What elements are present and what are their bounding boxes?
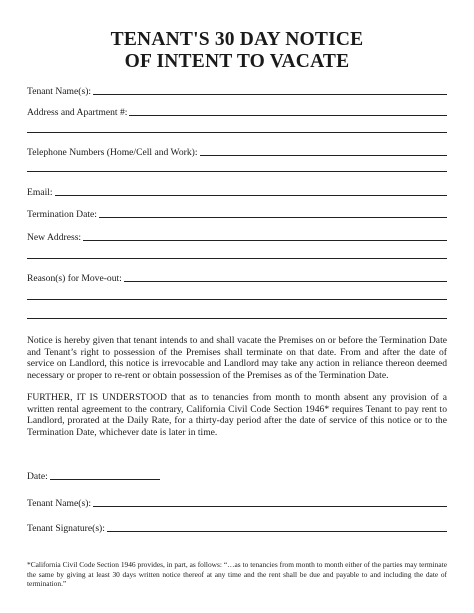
telephone-line-2[interactable] xyxy=(27,171,447,172)
reasons-line-3[interactable] xyxy=(27,318,447,319)
termination-date-row xyxy=(27,209,447,220)
reasons-row xyxy=(27,273,447,284)
telephone-label: Telephone Numbers (Home/Cell and Work): xyxy=(27,147,198,158)
termination-date-label: Termination Date: xyxy=(27,209,97,220)
further-paragraph xyxy=(27,392,447,438)
further-body: that as to tenancies from month to month absent any provision of a written rental agreement to the contrary, California Civil Code Section 1946* requires Tenant to pay rent to Landlord, prorated at the Daily Rate, for a thirty-day period after the date of service of this notice or to the Termination Date, whichever date is later in time. xyxy=(27,392,447,438)
address-label: Address and Apartment #: xyxy=(27,107,128,118)
new-address-line[interactable] xyxy=(83,240,447,241)
tenant-names-label: Tenant Name(s): xyxy=(27,86,92,97)
sign-tenant-signatures-row xyxy=(27,523,447,534)
termination-date-line[interactable] xyxy=(99,217,447,218)
tenant-names-row xyxy=(27,86,447,97)
new-address-label: New Address: xyxy=(27,232,82,243)
new-address-line-2[interactable] xyxy=(27,258,447,259)
sign-tenant-names-row xyxy=(27,498,447,509)
email-label: Email: xyxy=(27,187,53,198)
new-address-row xyxy=(27,232,447,243)
sign-tenant-names-label: Tenant Name(s): xyxy=(27,498,92,509)
sign-date-row xyxy=(27,471,447,482)
tenant-names-line[interactable] xyxy=(93,94,447,95)
reasons-line-2[interactable] xyxy=(27,299,447,300)
telephone-row xyxy=(27,147,447,158)
email-line[interactable] xyxy=(55,195,447,196)
sign-tenant-signatures-line[interactable] xyxy=(107,531,447,532)
address-line[interactable] xyxy=(129,115,447,116)
sign-tenant-signatures-label: Tenant Signature(s): xyxy=(27,523,105,534)
telephone-line[interactable] xyxy=(200,155,448,156)
form-title-line-1: TENANT'S 30 DAY NOTICE xyxy=(110,29,364,50)
civil-code-footnote: *California Civil Code Section 1946 provides, in part, as follows: “…as to tenancies from month to month either of the parties may terminate the same by giving at least 30 days written notice thereof at any time and the rent shall be due and payable to and including the date of termination.” xyxy=(27,560,447,589)
sign-date-line[interactable] xyxy=(50,479,160,480)
sign-date-label: Date: xyxy=(27,471,48,482)
sign-tenant-names-line[interactable] xyxy=(93,506,447,507)
email-row xyxy=(27,187,447,198)
further-lead: FURTHER, IT IS UNDERSTOOD xyxy=(27,392,167,403)
reasons-label: Reason(s) for Move-out: xyxy=(27,273,122,284)
notice-paragraph: Notice is hereby given that tenant intends to and shall vacate the Premises on or before the Termination Date and Tenant’s right to possession of the Premises shall terminate on that date. From and after the date of service on Landlord, this notice is irrevocable and Landlord may take any action in reliance thereon deemed necessary or proper to re-rent or obtain possession of the Premises as of the Termination Date. xyxy=(27,335,447,381)
form-title-line-2: OF INTENT TO VACATE xyxy=(124,51,350,72)
reasons-line[interactable] xyxy=(124,281,447,282)
address-line-2[interactable] xyxy=(27,132,447,133)
address-row xyxy=(27,107,447,118)
